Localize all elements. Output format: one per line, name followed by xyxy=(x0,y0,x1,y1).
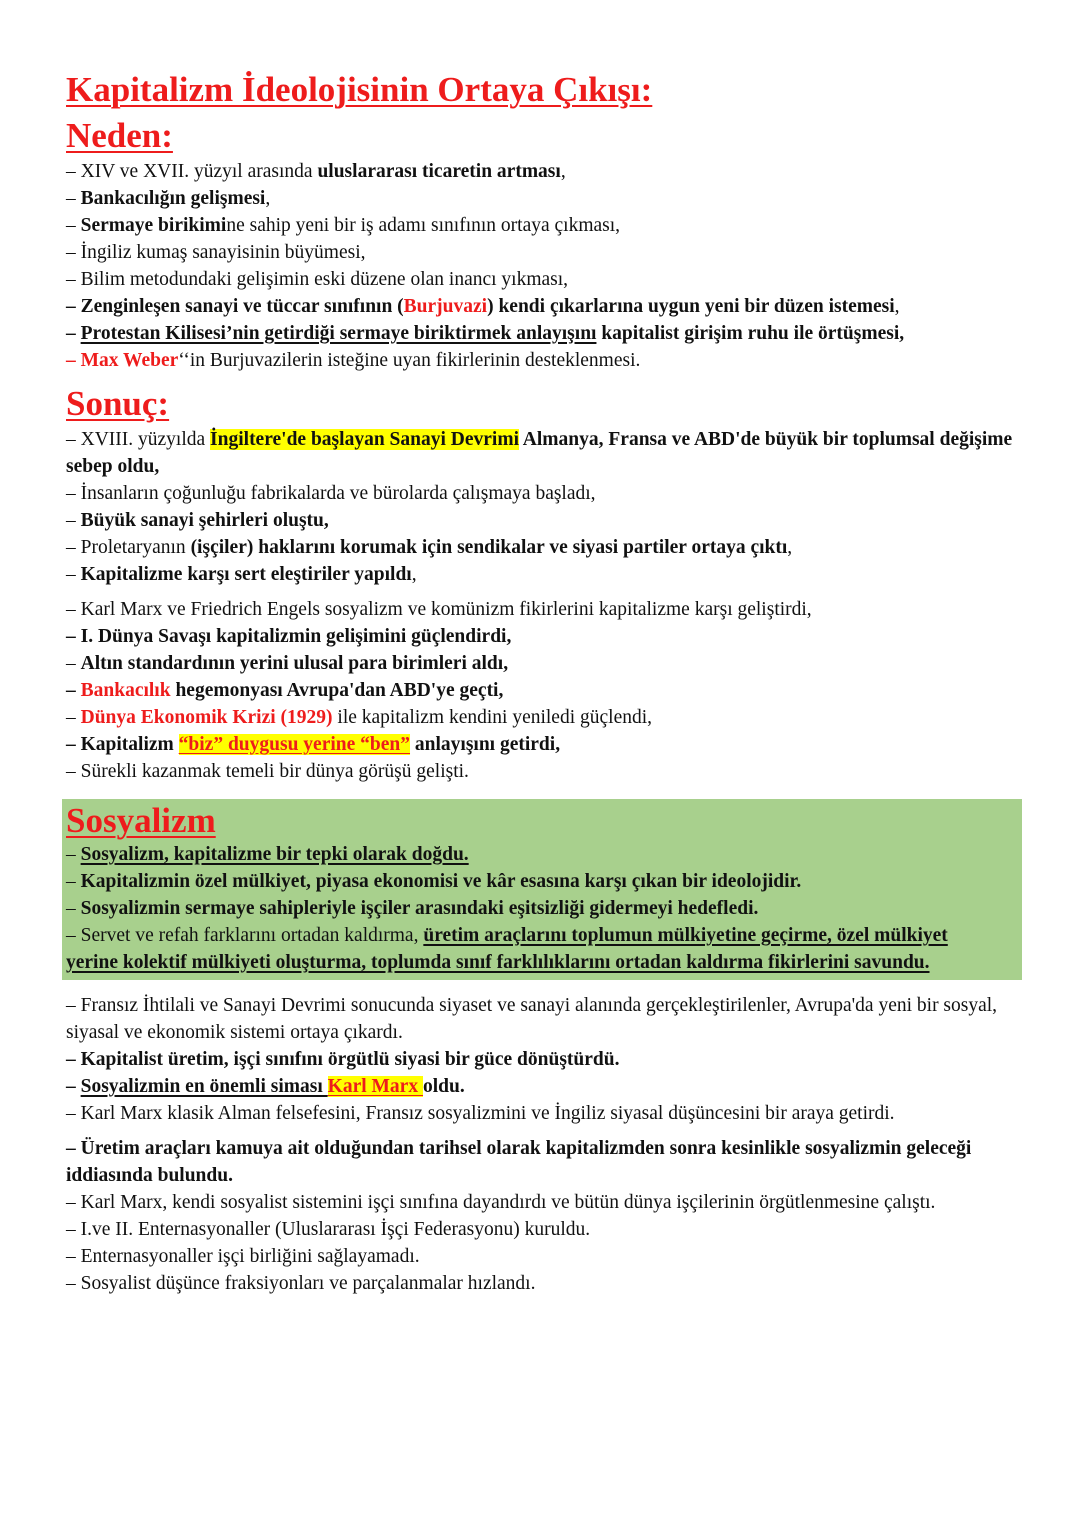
sonuc-item-7: – I. Dünya Savaşı kapitalizmin gelişimini güçlendirdi, xyxy=(66,626,512,647)
page-title: Kapitalizm İdeolojisinin Ortaya Çıkışı: xyxy=(66,70,653,109)
section-heading-sonuc: Sonuç: xyxy=(66,384,170,423)
sonuc-item-8: – Altın standardının yerini ulusal para birimleri aldı, xyxy=(66,653,509,674)
sosyalizm-highlight-box xyxy=(62,799,1022,980)
after-item-3: – Sosyalizmin en önemli siması Karl Marx oldu. xyxy=(66,1076,465,1097)
sonuc-item-11: – Kapitalizm “biz” duygusu yerine “ben” anlayışını getirdi, xyxy=(66,734,561,755)
after-item-1: – Fransız İhtilali ve Sanayi Devrimi sonucunda siyaset ve sanayi alanında gerçekleştirilenler, Avrupa'da yeni bir sosyal, siyasal ve ekonomik sistemi ortaya çıkardı. xyxy=(66,995,998,1043)
after-item-5: – Üretim araçları kamuya ait olduğundan tarihsel olarak kapitalizmden sonra kesinlikle sosyalizmin geleceği xyxy=(66,1138,972,1159)
sonuc-item-12: – Sürekli kazanmak temeli bir dünya görüşü gelişti. xyxy=(66,761,469,782)
neden-item-1: – XIV ve XVII. yüzyıl arasında uluslararası ticaretin artması, xyxy=(66,161,566,182)
sonuc-item-6: – Karl Marx ve Friedrich Engels sosyalizm ve komünizm fikirlerini kapitalizme karşı geliştirdi, xyxy=(66,599,812,620)
neden-item-4: – İngiliz kumaş sanayisinin büyümesi, xyxy=(66,242,366,263)
after-item-9: – Sosyalist düşünce fraksiyonları ve parçalanmalar hızlandı. xyxy=(66,1273,536,1294)
after-item-4: – Karl Marx klasik Alman felsefesini, Fransız sosyalizmini ve İngiliz siyasal düşüncesini bir araya getirdi. xyxy=(66,1103,895,1124)
after-item-6: – Karl Marx, kendi sosyalist sistemini işçi sınıfına dayandırdı ve bütün dünya işçilerinin örgütlenmesine çalıştı. xyxy=(66,1192,936,1213)
sosyalizm-item-3: – Sosyalizmin sermaye sahipleriyle işçiler arasındaki eşitsizliği gidermeyi hedefledi. xyxy=(66,898,759,919)
neden-item-5: – Bilim metodundaki gelişimin eski düzene olan inancı yıkması, xyxy=(66,269,569,290)
neden-item-2: – Bankacılığın gelişmesi, xyxy=(66,188,271,209)
after-item-7: – I.ve II. Enternasyonaller (Uluslararası İşçi Federasyonu) kuruldu. xyxy=(66,1219,591,1240)
sosyalizm-item-4: – Servet ve refah farklarını ortadan kaldırma, üretim araçlarını toplumun mülkiyetine geçirme, özel mülkiyet yerine kolektif mülkiyeti oluşturma, toplumda sınıf farklılıklarını ortadan kaldırma fikirlerini savundu. xyxy=(66,925,948,973)
sonuc-item-4: – Proletaryanın (işçiler) haklarını korumak için sendikalar ve siyasi partiler ortaya çıktı, xyxy=(66,537,793,558)
sonuc-item-3: – Büyük sanayi şehirleri oluştu, xyxy=(66,510,329,531)
section-heading-neden: Neden: xyxy=(66,116,173,155)
neden-item-6: – Zenginleşen sanayi ve tüccar sınıfının (Burjuvazi) kendi çıkarlarına uygun yeni bir düzen istemesi, xyxy=(66,296,900,317)
sonuc-item-1: – XVIII. yüzyılda İngiltere'de başlayan Sanayi Devrimi Almanya, Fransa ve ABD'de büyük bir toplumsal değişime sebep oldu, xyxy=(66,429,1013,477)
after-item-5-cont: iddiasında bulundu. xyxy=(66,1165,233,1186)
sonuc-item-2: – İnsanların çoğunluğu fabrikalarda ve bürolarda çalışmaya başladı, xyxy=(66,483,596,504)
sonuc-item-5: – Kapitalizme karşı sert eleştiriler yapıldı, xyxy=(66,564,417,585)
sosyalizm-item-2: – Kapitalizmin özel mülkiyet, piyasa ekonomisi ve kâr esasına karşı çıkan bir ideolojidir. xyxy=(66,871,802,892)
neden-item-7: – Protestan Kilisesi’nin getirdiği sermaye biriktirmek anlayışını kapitalist girişim ruhu ile örtüşmesi, xyxy=(66,323,905,344)
after-item-2: – Kapitalist üretim, işçi sınıfını örgütlü siyasi bir güce dönüştürdü. xyxy=(66,1049,620,1070)
sonuc-item-9: – Bankacılık hegemonyası Avrupa'dan ABD'ye geçti, xyxy=(66,680,504,701)
neden-item-8: – Max Weber‘‘in Burjuvazilerin isteğine uyan fikirlerinin desteklenmesi. xyxy=(66,350,641,371)
sonuc-item-10: – Dünya Ekonomik Krizi (1929) ile kapitalizm kendini yeniledi güçlendi, xyxy=(66,707,653,728)
section-heading-sosyalizm: Sosyalizm xyxy=(66,801,216,840)
after-item-8: – Enternasyonaller işçi birliğini sağlayamadı. xyxy=(66,1246,420,1267)
neden-item-3: – Sermaye birikimine sahip yeni bir iş adamı sınıfının ortaya çıkması, xyxy=(66,215,621,236)
sosyalizm-item-1: – Sosyalizm, kapitalizme bir tepki olarak doğdu. xyxy=(66,844,469,865)
